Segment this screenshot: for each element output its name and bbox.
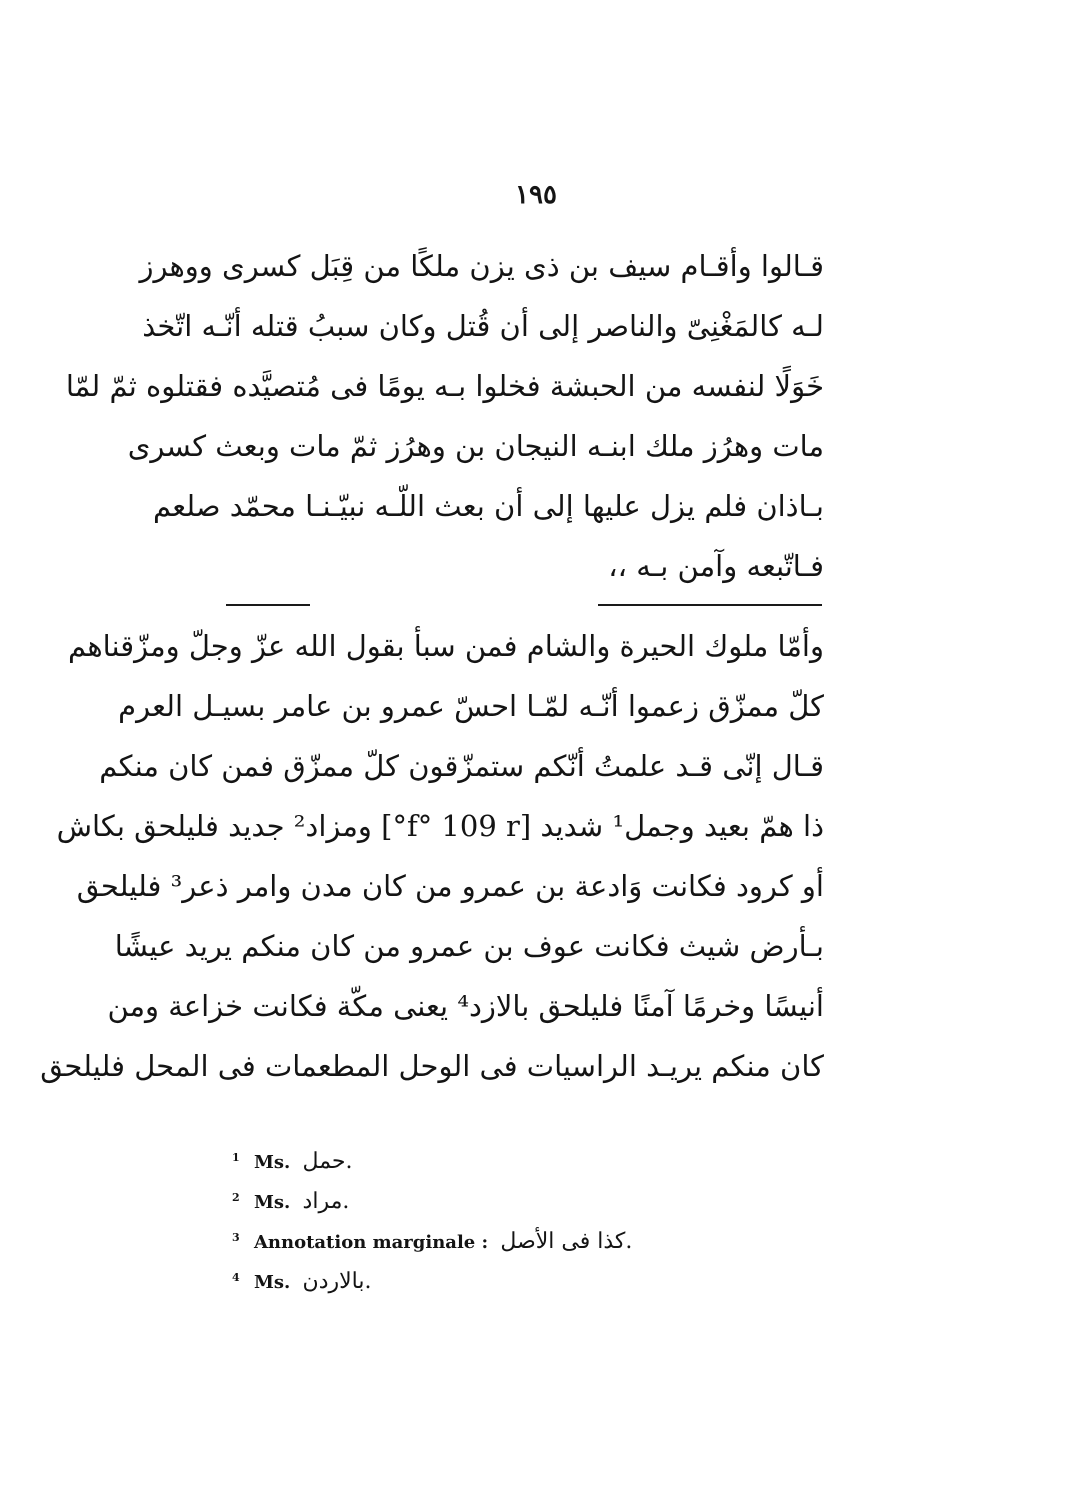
text-line: لـه كالمَغْنِىّ والناصر إلى أن قُتل وكان سببُ قتله أنّـه اتّخذ [142, 309, 824, 343]
footnote-arabic: مراد. [302, 1189, 350, 1214]
short-divider [226, 604, 310, 606]
paragraph-1 [65, 236, 824, 596]
text-line: كلّ ممزّق زعموا أنّـه لمّـا احسّ عمرو بن عامر بسيـل العرم [118, 689, 824, 723]
text-line: وأمّا ملوك الحيرة والشام فمن سبأ بقول الله عزّ وجلّ ومزّقناهم [68, 629, 824, 663]
text-line: كان منكم يريـد الراسيات فى الوحل المطعمات فى المحل فليلحق [40, 1049, 824, 1083]
text-line: أو كرود فكانت وَادعة بن عمرو من كان مدن وامر ذعر³ فليلحق [76, 869, 824, 903]
text-line: فـاتّبعه وآمن بـه ،، [608, 549, 824, 583]
footnote-prefix: Ms. [253, 1152, 291, 1173]
text-line: ذا همّ بعيد وجمل¹ شديد [f° 109 r°] ومزاد² جديد فليلحق بكاش [56, 809, 824, 843]
footnote-number: 3 [232, 1231, 240, 1244]
footnote-3 [232, 1218, 832, 1258]
footnote-number: 4 [232, 1271, 240, 1284]
footnote-arabic: بالاردن. [302, 1269, 372, 1294]
text-line: أنيسًا وخرمًا آمنًا فليلحق بالازد⁴ يعنى مكّة فكانت خزاعة ومن [107, 989, 824, 1023]
footnote-prefix: Annotation marginale : [253, 1232, 489, 1253]
section-divider [598, 604, 822, 606]
paragraph-2 [40, 616, 824, 1096]
footnote-prefix: Ms. [253, 1192, 291, 1213]
footnote-1 [232, 1138, 832, 1178]
footnotes [232, 1138, 832, 1298]
footnote-2 [232, 1178, 832, 1218]
text-line: قـال إنّى قـد علمتُ أنّكم ستمزّقون كلّ ممزّق فمن كان منكم [99, 749, 824, 783]
text-line: قـالوا وأقـام سيف بن ذى يزن ملكًا من قِبَل كسرى ووهرز [139, 249, 824, 283]
footnote-prefix: Ms. [253, 1272, 291, 1293]
text-line: بـاذان فلم يزل عليها إلى أن بعث اللّـه نبيّـنـا محمّد صلعم [152, 489, 824, 523]
footnote-4 [232, 1258, 832, 1298]
page-number: ١٩٥ [515, 180, 557, 210]
footnote-arabic: حمل. [302, 1149, 353, 1174]
footnote-arabic: كذا فى الأصل. [500, 1229, 633, 1254]
text-line: خَوَلًا لنفسه من الحبشة فخلوا بـه يومًا فى مُتصيَّده فقتلوه ثمّ لمّا [65, 369, 824, 403]
text-line: مات وهرُز ملك ابنـه النيجان بن وهرُز ثمّ مات وبعث كسرى [127, 429, 824, 463]
footnote-number: 2 [232, 1191, 240, 1204]
footnote-number: 1 [232, 1151, 240, 1164]
text-line: بـأرض شيث فكانت عوف بن عمرو من كان منكم يريد عيشًا [114, 929, 824, 963]
